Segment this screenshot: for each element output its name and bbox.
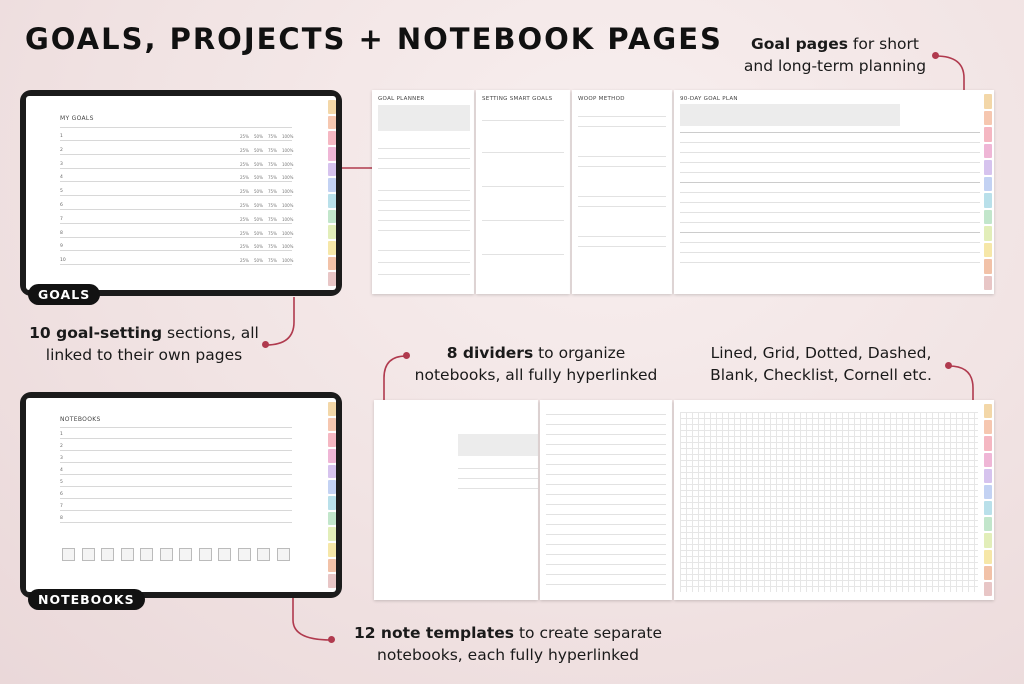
ruled-line xyxy=(546,474,666,475)
ruled-line xyxy=(546,444,666,445)
section-tab[interactable] xyxy=(328,116,336,130)
ruled-line xyxy=(546,514,666,515)
section-tab[interactable] xyxy=(328,433,336,447)
section-tab[interactable] xyxy=(984,210,992,225)
section-tab[interactable] xyxy=(328,496,336,510)
goal-progress-mark[interactable]: 75% xyxy=(268,216,277,222)
list-item[interactable] xyxy=(60,474,292,475)
notebook-row-number[interactable]: 1 xyxy=(60,432,63,437)
ruled-line xyxy=(546,454,666,455)
goal-progress-mark[interactable]: 100% xyxy=(282,258,294,264)
goal-progress-mark[interactable]: 50% xyxy=(254,134,263,139)
goal-progress-mark[interactable]: 50% xyxy=(254,175,263,181)
ruled-line xyxy=(546,434,666,435)
template-icon[interactable] xyxy=(101,548,114,561)
goal-row-number[interactable]: 4 xyxy=(60,175,63,181)
section-tab[interactable] xyxy=(328,131,336,145)
section-tab[interactable] xyxy=(328,512,336,526)
goal-progress-mark[interactable]: 50% xyxy=(254,258,263,264)
list-item[interactable] xyxy=(60,462,292,463)
template-icon[interactable] xyxy=(121,548,134,561)
section-tab[interactable] xyxy=(984,404,992,418)
section-tab[interactable] xyxy=(328,147,336,161)
section-tab[interactable] xyxy=(984,111,992,126)
list-item[interactable] xyxy=(60,450,292,451)
goal-row-number[interactable]: 2 xyxy=(60,147,63,153)
section-tab[interactable] xyxy=(328,272,336,286)
page-title: GOALS, PROJECTS + NOTEBOOK PAGES xyxy=(25,22,723,56)
notebooks-label: NOTEBOOKS xyxy=(28,589,145,610)
section-tab[interactable] xyxy=(328,100,336,114)
ruled-line xyxy=(546,504,666,505)
lined-page xyxy=(540,400,672,600)
section-tab[interactable] xyxy=(984,193,992,208)
ruled-line xyxy=(546,564,666,565)
goal-progress-mark[interactable]: 25% xyxy=(240,161,249,167)
goal-progress-mark[interactable]: 100% xyxy=(282,147,294,153)
ruled-line xyxy=(546,524,666,525)
section-tab[interactable] xyxy=(984,453,992,467)
ruled-line xyxy=(546,554,666,555)
section-tab[interactable] xyxy=(984,160,992,175)
notebooks-heading: NOTEBOOKS xyxy=(60,416,101,423)
section-tab[interactable] xyxy=(984,501,992,515)
caption-templates: Lined, Grid, Dotted, Dashed, Blank, Checklist, Cornell etc. xyxy=(710,344,932,384)
goal-progress-mark[interactable]: 25% xyxy=(240,258,249,264)
ninety-day-page xyxy=(674,90,994,294)
goal-progress-mark[interactable]: 100% xyxy=(282,216,294,222)
goal-progress-mark[interactable]: 100% xyxy=(282,230,294,236)
goal-progress-mark[interactable]: 50% xyxy=(254,230,263,236)
list-item[interactable] xyxy=(60,498,292,499)
template-icon[interactable] xyxy=(257,548,270,561)
ruled-line xyxy=(546,414,666,415)
goal-progress-mark[interactable]: 75% xyxy=(268,230,277,236)
goal-progress-mark[interactable]: 25% xyxy=(240,175,249,181)
list-item[interactable] xyxy=(60,438,292,439)
section-tab[interactable] xyxy=(984,276,992,291)
goal-row-number[interactable]: 1 xyxy=(60,134,63,139)
ruled-line xyxy=(546,544,666,545)
table-row[interactable] xyxy=(60,237,292,238)
notebook-row-number[interactable]: 2 xyxy=(60,444,63,449)
caption-note-templates: 12 note templates to create separate notebooks, each fully hyperlinked xyxy=(353,624,663,664)
goal-progress-mark[interactable]: 75% xyxy=(268,134,277,139)
goal-row-number[interactable]: 5 xyxy=(60,189,63,195)
section-tab[interactable] xyxy=(328,465,336,479)
section-tab[interactable] xyxy=(984,436,992,450)
section-tab[interactable] xyxy=(984,226,992,241)
section-tab[interactable] xyxy=(984,550,992,564)
goal-progress-mark[interactable]: 25% xyxy=(240,244,249,250)
ruled-line xyxy=(546,424,666,425)
template-icon[interactable] xyxy=(179,548,192,561)
goals-label: GOALS xyxy=(28,284,100,305)
section-tab[interactable] xyxy=(984,533,992,547)
woop-page xyxy=(572,90,672,294)
goal-progress-mark[interactable]: 25% xyxy=(240,203,249,208)
goal-progress-mark[interactable]: 100% xyxy=(282,175,294,181)
goal-progress-mark[interactable]: 25% xyxy=(240,147,249,153)
section-tabs[interactable] xyxy=(984,404,992,596)
notebook-row-number[interactable]: 6 xyxy=(60,492,63,497)
section-tab[interactable] xyxy=(984,420,992,434)
list-item[interactable] xyxy=(60,486,292,487)
grid-page xyxy=(674,400,994,600)
section-tab[interactable] xyxy=(984,177,992,192)
goal-progress-mark[interactable]: 50% xyxy=(254,161,263,167)
section-tab[interactable] xyxy=(984,259,992,274)
goal-progress-mark[interactable]: 25% xyxy=(240,189,249,195)
goal-progress-mark[interactable]: 75% xyxy=(268,258,277,264)
goal-row-number[interactable]: 7 xyxy=(60,216,63,222)
section-tab[interactable] xyxy=(328,480,336,494)
divider-page xyxy=(374,400,538,600)
ninety-day-title: 90-DAY GOAL PLAN xyxy=(680,96,738,102)
section-tab[interactable] xyxy=(328,225,336,239)
notebook-row-number[interactable]: 5 xyxy=(60,480,63,485)
section-tabs[interactable] xyxy=(328,100,336,286)
goal-progress-mark[interactable]: 50% xyxy=(254,189,263,195)
section-tab[interactable] xyxy=(328,210,336,224)
table-row[interactable] xyxy=(60,195,292,196)
ruled-line xyxy=(546,494,666,495)
goal-row-number[interactable]: 3 xyxy=(60,161,63,167)
ruled-line xyxy=(546,574,666,575)
ruled-line xyxy=(546,484,666,485)
goal-progress-mark[interactable]: 75% xyxy=(268,161,277,167)
section-tab[interactable] xyxy=(984,243,992,258)
goal-progress-mark[interactable]: 25% xyxy=(240,216,249,222)
section-tab[interactable] xyxy=(984,517,992,531)
section-tab[interactable] xyxy=(984,566,992,580)
section-tab[interactable] xyxy=(328,527,336,541)
goal-progress-mark[interactable]: 25% xyxy=(240,230,249,236)
ruled-line xyxy=(546,464,666,465)
woop-title: WOOP METHOD xyxy=(578,96,625,102)
goal-progress-mark[interactable]: 100% xyxy=(282,189,294,195)
template-icon[interactable] xyxy=(199,548,212,561)
notebooks-screen xyxy=(26,398,336,592)
my-goals-heading: MY GOALS xyxy=(60,115,94,122)
section-tab[interactable] xyxy=(328,178,336,192)
notebook-row-number[interactable]: 8 xyxy=(60,516,63,521)
table-row[interactable] xyxy=(60,250,292,251)
goal-row-number[interactable]: 10 xyxy=(60,258,66,264)
goal-row-number[interactable]: 9 xyxy=(60,244,63,250)
caption-dividers: 8 dividers to organize notebooks, all fully hyperlinked xyxy=(414,344,658,384)
template-icon[interactable] xyxy=(160,548,173,561)
notebooks-tablet xyxy=(20,392,342,598)
section-tab[interactable] xyxy=(328,194,336,208)
table-row[interactable] xyxy=(60,154,292,155)
section-tab[interactable] xyxy=(328,402,336,416)
section-tab[interactable] xyxy=(984,582,992,596)
table-row[interactable] xyxy=(60,181,292,182)
template-icon[interactable] xyxy=(277,548,290,561)
table-row[interactable] xyxy=(60,140,292,141)
section-tab[interactable] xyxy=(328,257,336,271)
smart-goals-page xyxy=(476,90,570,294)
list-item[interactable] xyxy=(60,510,292,511)
section-tab[interactable] xyxy=(328,543,336,557)
section-tab[interactable] xyxy=(984,144,992,159)
section-tab[interactable] xyxy=(328,574,336,588)
goal-row-number[interactable]: 6 xyxy=(60,203,63,208)
goals-tablet xyxy=(20,90,342,296)
section-tab[interactable] xyxy=(984,469,992,483)
goal-progress-mark[interactable]: 25% xyxy=(240,134,249,139)
goal-planner-page xyxy=(372,90,474,294)
goals-screen xyxy=(26,96,336,290)
goal-progress-mark[interactable]: 100% xyxy=(282,244,294,250)
section-tab[interactable] xyxy=(984,485,992,499)
ruled-line xyxy=(546,584,666,585)
smart-goals-title: SETTING SMART GOALS xyxy=(482,96,553,102)
goal-progress-mark[interactable]: 75% xyxy=(268,189,277,195)
section-tab[interactable] xyxy=(328,418,336,432)
goal-row-number[interactable]: 8 xyxy=(60,230,63,236)
section-tab[interactable] xyxy=(328,163,336,177)
template-icon[interactable] xyxy=(238,548,251,561)
connector-dot xyxy=(328,636,335,643)
list-item[interactable] xyxy=(60,522,292,523)
notebook-row-number[interactable]: 3 xyxy=(60,456,63,461)
goal-progress-mark[interactable]: 75% xyxy=(268,147,277,153)
template-icon[interactable] xyxy=(62,548,75,561)
caption-goal-pages: Goal pages for short and long-term planning xyxy=(743,35,927,75)
goal-progress-mark[interactable]: 50% xyxy=(254,244,263,250)
table-row[interactable] xyxy=(60,209,292,210)
section-tab[interactable] xyxy=(984,127,992,142)
template-icon[interactable] xyxy=(218,548,231,561)
template-icon[interactable] xyxy=(82,548,95,561)
table-row[interactable] xyxy=(60,168,292,169)
goal-progress-mark[interactable]: 50% xyxy=(254,147,263,153)
table-row[interactable] xyxy=(60,223,292,224)
goal-progress-mark[interactable]: 100% xyxy=(282,134,294,139)
notebook-row-number[interactable]: 4 xyxy=(60,468,63,473)
goal-progress-mark[interactable]: 75% xyxy=(268,175,277,181)
goal-progress-mark[interactable]: 75% xyxy=(268,203,277,208)
template-icon[interactable] xyxy=(140,548,153,561)
notebook-row-number[interactable]: 7 xyxy=(60,504,63,509)
goal-progress-mark[interactable]: 100% xyxy=(282,203,294,208)
goal-progress-mark[interactable]: 75% xyxy=(268,244,277,250)
section-tab[interactable] xyxy=(328,241,336,255)
goal-progress-mark[interactable]: 50% xyxy=(254,203,263,208)
section-tab[interactable] xyxy=(984,94,992,109)
goal-planner-title: GOAL PLANNER xyxy=(378,96,425,102)
ruled-line xyxy=(546,534,666,535)
section-tab[interactable] xyxy=(328,449,336,463)
section-tabs[interactable] xyxy=(328,402,336,588)
goal-progress-mark[interactable]: 100% xyxy=(282,161,294,167)
goal-progress-mark[interactable]: 50% xyxy=(254,216,263,222)
table-row[interactable] xyxy=(60,264,292,265)
caption-goal-setting: 10 goal-setting sections, all linked to their own pages xyxy=(29,324,259,364)
section-tab[interactable] xyxy=(328,559,336,573)
section-tabs[interactable] xyxy=(984,94,992,290)
